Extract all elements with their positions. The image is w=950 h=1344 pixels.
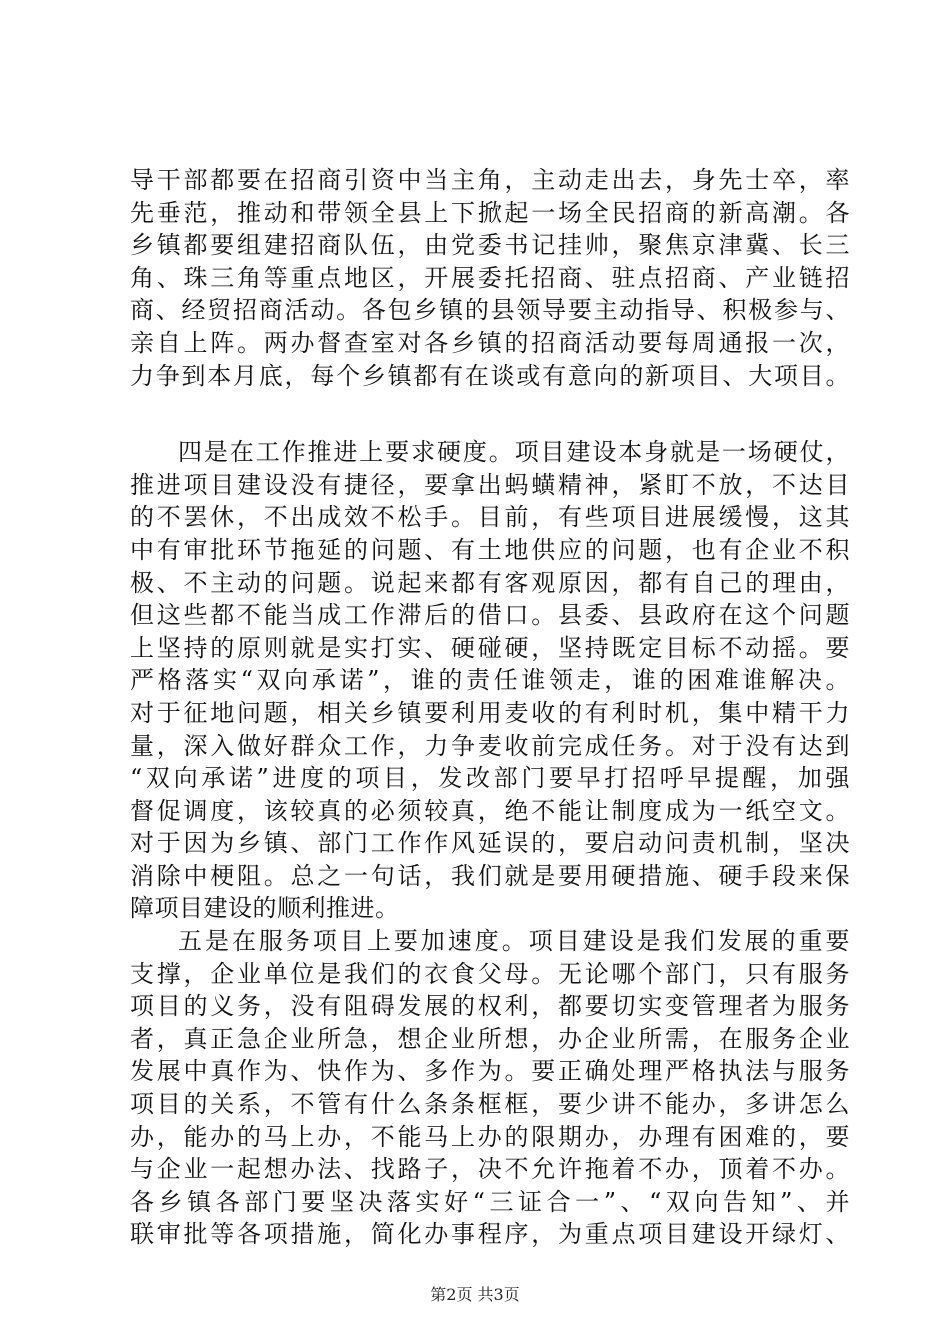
text-line: 的不罢休，不出成效不松手。目前，有些项目进展缓慢，这其 [130,503,850,532]
text-line: 对于因为乡镇、部门工作作风延误的，要启动问责机制，坚决 [130,829,850,858]
text-line: 项目的义务，没有阻碍发展的权利，都要切实变管理者为服务 [130,992,850,1021]
text-line: 联审批等各项措施，简化办事程序，为重点项目建设开绿灯、 [130,1220,850,1249]
text-line: 上坚持的原则就是实打实、硬碰硬，坚持既定目标不动摇。要 [130,633,850,662]
page-number-footer: 第2页 共3页 [430,1285,520,1304]
text-line: 项目的关系，不管有什么条条框框，要少讲不能办，多讲怎么 [130,1090,850,1119]
text-line: 消除中梗阻。总之一句话，我们就是要用硬措施、硬手段来保 [130,861,850,890]
text-line: 办，能办的马上办，不能马上办的限期办，办理有困难的，要 [130,1122,850,1151]
text-line: 导干部都要在招商引资中当主角，主动走出去，身先士卒，率 [130,166,850,194]
text-line: 极、不主动的问题。说起来都有客观原因，都有自己的理由， [130,568,850,597]
text-line: 支撑，企业单位是我们的衣食父母。无论哪个部门，只有服务 [130,959,850,988]
text-line: 中有审批环节拖延的问题、有土地供应的问题，也有企业不积 [130,535,850,564]
text-line: 四是在工作推进上要求硬度。项目建设本身就是一场硬仗， [178,438,850,467]
text-line: 与企业一起想办法、找路子，决不允许拖着不办，顶着不办。 [130,1155,850,1184]
paragraph [130,164,850,392]
text-line: 严格落实“双向承诺”，谁的责任谁领走，谁的困难谁解决。 [130,666,850,695]
text-line: 力争到本月底，每个乡镇都有在谈或有意向的新项目、大项目。 [130,361,850,390]
text-line: 乡镇都要组建招商队伍，由党委书记挂帅，聚焦京津冀、长三 [130,231,850,260]
text-line: 障项目建设的顺利推进。 [130,894,400,923]
text-line: 量，深入做好群众工作，力争麦收前完成任务。对于没有达到 [130,731,850,760]
text-line: 先垂范，推动和带领全县上下掀起一场全民招商的新高潮。各 [130,198,850,227]
paragraph [130,925,850,1251]
text-line: 者，真正急企业所急，想企业所想，办企业所需，在服务企业 [130,1024,850,1053]
text-line: 发展中真作为、快作为、多作为。要正确处理严格执法与服务 [130,1057,850,1086]
text-line: 角、珠三角等重点地区，开展委托招商、驻点招商、产业链招 [130,263,850,292]
document-body [130,164,850,1251]
text-line: 亲自上阵。两办督查室对各乡镇的招商活动要每周通报一次， [130,328,850,357]
paragraph-spacer [130,392,850,436]
text-line: 推进项目建设没有捷径，要拿出蚂蟥精神，紧盯不放，不达目 [130,470,850,499]
text-line: 对于征地问题，相关乡镇要利用麦收的有利时机，集中精干力 [130,698,850,727]
text-line: “双向承诺”进度的项目，发改部门要早打招呼早提醒，加强 [130,764,850,793]
text-line: 各乡镇各部门要坚决落实好“三证合一”、“双向告知”、并 [130,1187,850,1216]
text-line: 督促调度，该较真的必须较真，绝不能让制度成为一纸空文。 [130,796,850,825]
text-line: 商、经贸招商活动。各包乡镇的县领导要主动指导、积极参与、 [130,296,850,325]
paragraph [130,436,850,925]
text-line: 五是在服务项目上要加速度。项目建设是我们发展的重要 [178,927,850,956]
text-line: 但这些都不能当成工作滞后的借口。县委、县政府在这个问题 [130,601,850,630]
